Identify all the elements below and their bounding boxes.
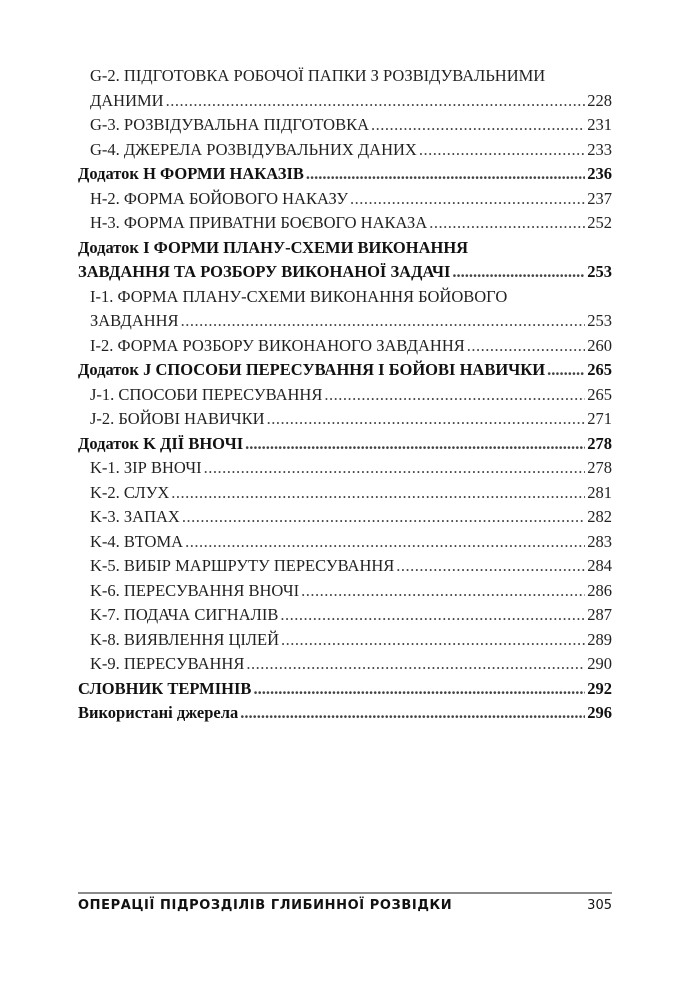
toc-subsection-entry[interactable] <box>78 138 612 163</box>
toc-subsection-entry[interactable] <box>78 211 612 236</box>
dot-leader <box>267 407 586 432</box>
toc-entry-line <box>90 113 612 138</box>
toc-entry-title: K-8. ВИЯВЛЕННЯ ЦІЛЕЙ <box>90 629 280 649</box>
toc-entry-title: Додаток I ФОРМИ ПЛАНУ-СХЕМИ ВИКОНАННЯ <box>78 237 469 257</box>
dot-leader <box>182 505 585 530</box>
dot-leader <box>306 162 585 187</box>
toc-subsection-entry[interactable] <box>78 456 612 481</box>
toc-subsection-entry[interactable] <box>78 113 612 138</box>
toc-entry-title: ЗАВДАННЯ <box>90 311 179 330</box>
toc-page-number: 283 <box>587 531 612 551</box>
toc-section-entry[interactable] <box>78 358 612 383</box>
toc-page-number: 292 <box>587 678 612 698</box>
toc-entry-title: I-1. ФОРМА ПЛАНУ-СХЕМИ ВИКОНАННЯ БОЙОВОГО <box>90 286 508 306</box>
toc-entry-line <box>90 456 612 481</box>
toc-subsection-entry[interactable] <box>78 285 612 334</box>
toc-entry-line <box>78 162 612 187</box>
toc-entry-line <box>90 603 612 628</box>
toc-entry-line <box>90 383 612 408</box>
dot-leader <box>419 138 585 163</box>
toc-entry-line <box>90 64 612 89</box>
toc-entry-title: H-3. ФОРМА ПРИВАТНИ БОЄВОГО НАКАЗА <box>90 213 428 232</box>
toc-entry-line <box>90 481 612 506</box>
toc-entry-line <box>90 579 612 604</box>
toc-subsection-entry[interactable] <box>78 505 612 530</box>
toc-subsection-entry[interactable] <box>78 530 612 555</box>
toc-entry-line <box>78 432 612 457</box>
toc-entry-title: K-9. ПЕРЕСУВАННЯ <box>90 654 245 673</box>
toc-entry-title: J-1. СПОСОБИ ПЕРЕСУВАННЯ <box>90 384 323 404</box>
footer-book-title: ОПЕРАЦІЇ ПІДРОЗДІЛІВ ГЛИБИННОЇ РОЗВІДКИ <box>78 898 453 913</box>
toc-page-number: 287 <box>587 605 612 624</box>
toc-page-number: 253 <box>587 262 612 281</box>
toc-subsection-entry[interactable] <box>78 603 612 628</box>
toc-entry-title: K-6. ПЕРЕСУВАННЯ ВНОЧІ <box>90 580 300 600</box>
toc-entry-title: K-2. СЛУХ <box>90 482 170 502</box>
dot-leader <box>181 309 586 334</box>
toc-entry-title: K-4. ВТОМА <box>90 531 184 551</box>
toc-section-entry[interactable] <box>78 701 612 726</box>
toc-subsection-entry[interactable] <box>78 652 612 677</box>
toc-entry-line <box>90 89 612 114</box>
dot-leader <box>429 211 585 236</box>
dot-leader <box>204 456 586 481</box>
dot-leader <box>324 383 585 408</box>
toc-entry-title: G-3. РОЗВІДУВАЛЬНА ПІДГОТОВКА <box>90 115 370 134</box>
toc-section-entry[interactable] <box>78 236 612 285</box>
page-footer <box>78 892 612 913</box>
dot-leader <box>171 481 585 506</box>
toc-entry-line <box>78 260 612 285</box>
toc-page-number: 253 <box>587 311 612 330</box>
dot-leader <box>280 603 585 628</box>
toc-section-entry[interactable] <box>78 432 612 457</box>
toc-entry-title: ЗАВДАННЯ ТА РОЗБОРУ ВИКОНАНОЇ ЗАДАЧІ <box>78 262 451 281</box>
footer-page-number: 305 <box>587 898 612 913</box>
toc-page-number: 237 <box>587 188 612 208</box>
toc-entry-line <box>90 187 612 212</box>
toc-page-number: 231 <box>587 115 612 134</box>
toc-entry-title: G-4. ДЖЕРЕЛА РОЗВІДУВАЛЬНИХ ДАНИХ <box>90 139 417 159</box>
toc-entry-title: СЛОВНИК ТЕРМІНІВ <box>78 678 252 698</box>
toc-subsection-entry[interactable] <box>78 187 612 212</box>
dot-leader <box>246 652 585 677</box>
toc-page-number: 252 <box>587 213 612 232</box>
toc-page-number: 289 <box>587 629 612 649</box>
toc-page-number: 281 <box>587 482 612 502</box>
dot-leader <box>281 628 585 653</box>
dot-leader <box>245 432 585 457</box>
dot-leader <box>452 260 585 285</box>
toc-page-number: 278 <box>587 433 612 453</box>
toc-entry-line <box>90 334 612 359</box>
toc-entry-title: G-2. ПІДГОТОВКА РОБОЧОЇ ПАПКИ З РОЗВІДУВАЛЬНИМИ <box>90 66 546 85</box>
toc-entry-title: Використані джерела <box>78 703 239 722</box>
dot-leader <box>371 113 585 138</box>
toc-entry-title: K-5. ВИБІР МАРШРУТУ ПЕРЕСУВАННЯ <box>90 556 395 575</box>
toc-subsection-entry[interactable] <box>78 64 612 113</box>
toc-entry-line <box>90 652 612 677</box>
toc-page-number: 260 <box>587 335 612 355</box>
toc-entry-line <box>90 211 612 236</box>
toc-page-number: 228 <box>587 90 612 110</box>
toc-entry-title: H-2. ФОРМА БОЙОВОГО НАКАЗУ <box>90 188 349 208</box>
dot-leader <box>185 530 585 555</box>
toc-subsection-entry[interactable] <box>78 481 612 506</box>
dot-leader <box>166 89 586 114</box>
dot-leader <box>350 187 585 212</box>
toc-section-entry[interactable] <box>78 162 612 187</box>
toc-subsection-entry[interactable] <box>78 579 612 604</box>
toc-page-number: 290 <box>587 654 612 673</box>
toc-entry-line <box>90 138 612 163</box>
dot-leader <box>240 701 585 726</box>
toc-subsection-entry[interactable] <box>78 554 612 579</box>
toc-entry-line <box>90 407 612 432</box>
toc-page-number: 286 <box>587 580 612 600</box>
toc-page-number: 282 <box>587 507 612 526</box>
dot-leader <box>547 358 585 383</box>
toc-page-number: 233 <box>587 139 612 159</box>
toc-subsection-entry[interactable] <box>78 334 612 359</box>
toc-entry-line <box>90 628 612 653</box>
toc-entry-title: K-7. ПОДАЧА СИГНАЛІВ <box>90 605 279 624</box>
toc-entry-line <box>78 358 612 383</box>
toc-entry-line <box>90 505 612 530</box>
dot-leader <box>467 334 585 359</box>
dot-leader <box>253 677 585 702</box>
toc-page-number: 284 <box>587 556 612 575</box>
toc-entry-title: Додаток H ФОРМИ НАКАЗІВ <box>78 164 304 183</box>
toc-entry-title: K-3. ЗАПАХ <box>90 507 180 526</box>
toc-entry-title: K-1. ЗІР ВНОЧІ <box>90 458 202 477</box>
toc-entry-line <box>78 701 612 726</box>
toc-subsection-entry[interactable] <box>78 383 612 408</box>
toc-entry-line <box>90 530 612 555</box>
toc-page-number: 271 <box>587 409 612 428</box>
toc-entry-line <box>90 309 612 334</box>
toc-page-number: 278 <box>587 458 612 477</box>
toc-entry-title: ДАНИМИ <box>90 90 164 110</box>
toc-page-number: 265 <box>587 384 612 404</box>
dot-leader <box>301 579 585 604</box>
toc-page-number: 265 <box>587 360 612 379</box>
toc-page-number: 236 <box>587 164 612 183</box>
toc-subsection-entry[interactable] <box>78 407 612 432</box>
toc-page-number: 296 <box>587 703 612 722</box>
toc-entry-title: J-2. БОЙОВІ НАВИЧКИ <box>90 409 265 428</box>
toc-section-entry[interactable] <box>78 677 612 702</box>
table-of-contents <box>78 64 612 726</box>
toc-entry-title: I-2. ФОРМА РОЗБОРУ ВИКОНАНОГО ЗАВДАННЯ <box>90 335 465 355</box>
toc-entry-line <box>90 285 612 310</box>
toc-entry-title: Додаток K ДІЇ ВНОЧІ <box>78 433 244 453</box>
toc-entry-line <box>78 236 612 261</box>
dot-leader <box>396 554 585 579</box>
toc-entry-line <box>78 677 612 702</box>
toc-entry-title: Додаток J СПОСОБИ ПЕРЕСУВАННЯ І БОЙОВІ НАВИЧКИ <box>78 360 546 379</box>
toc-entry-line <box>90 554 612 579</box>
toc-subsection-entry[interactable] <box>78 628 612 653</box>
